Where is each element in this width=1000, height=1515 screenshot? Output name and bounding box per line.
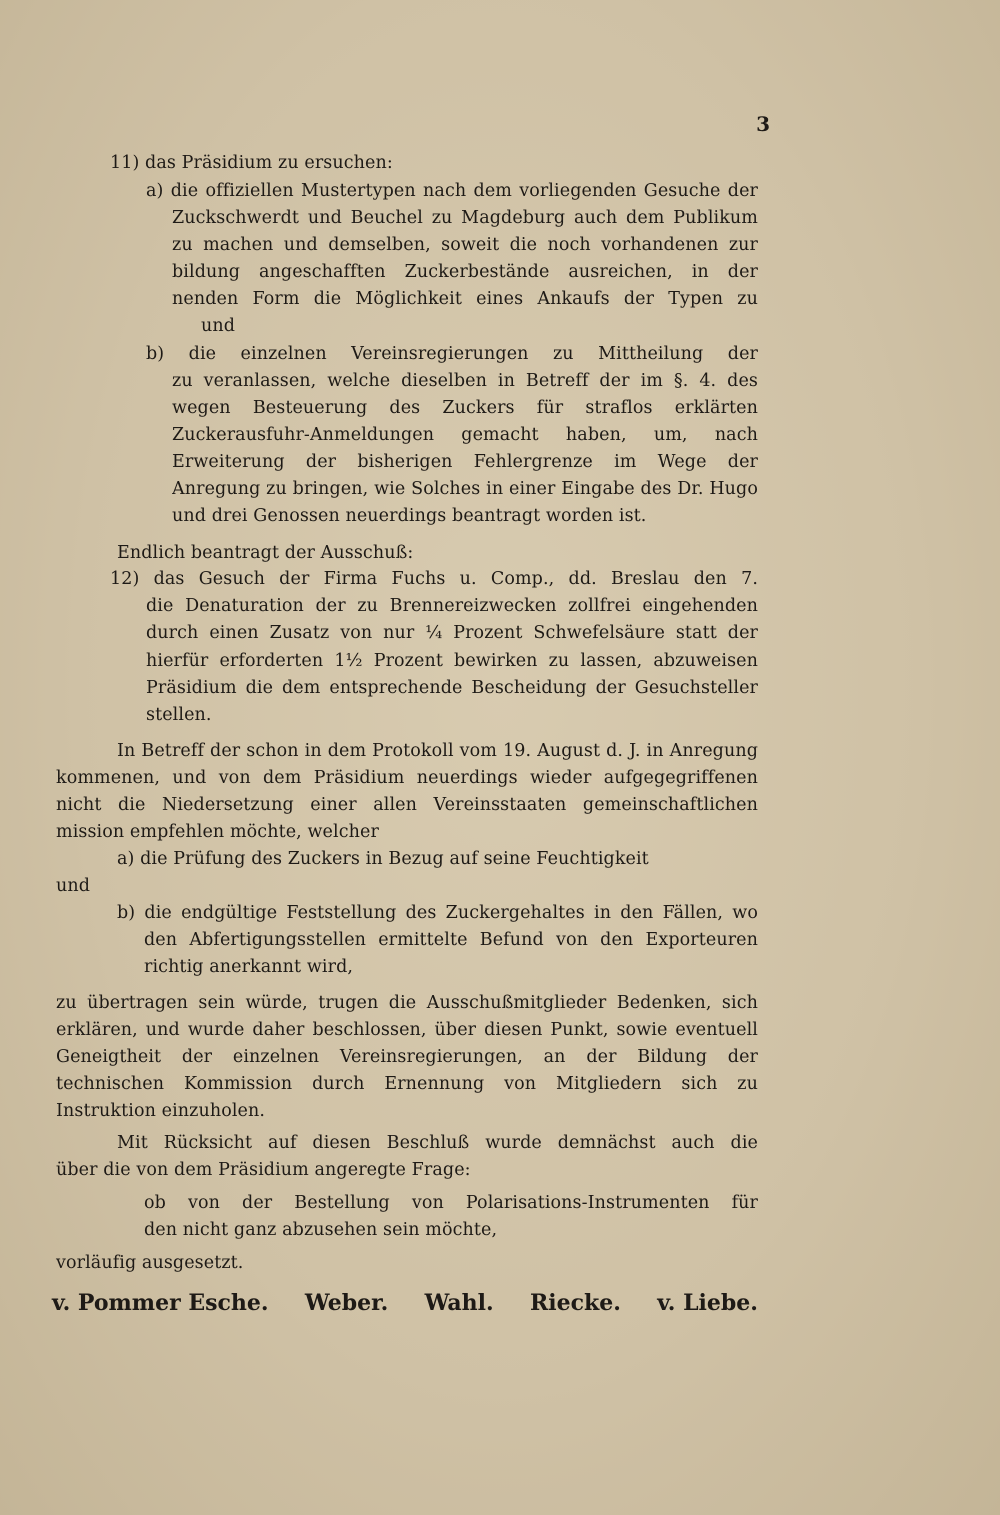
text-line: den Abfertigungsstellen ermittelte Befund von den Exporteuren (144, 930, 758, 950)
text-line: vorläufig ausgesetzt. (56, 1253, 244, 1273)
text-line: Präsidium die dem entsprechende Bescheidung der Gesuchsteller (146, 678, 758, 698)
signature-name: v. Pommer Esche. (52, 1290, 269, 1316)
text-line: mission empfehlen möchte, welcher (56, 822, 379, 842)
text-line: nenden Form die Möglichkeit eines Ankaufs der Typen zu (172, 289, 758, 309)
text-line: hierfür erforderten 1½ Prozent bewirken zu lassen, abzuweisen (146, 651, 758, 671)
text-line: a) die Prüfung des Zuckers in Bezug auf seine Feuchtigkeit (117, 849, 649, 869)
text-line: erklären, und wurde daher beschlossen, über diesen Punkt, sowie eventuell (56, 1020, 758, 1040)
text-line: b) die einzelnen Vereinsregierungen zu Mittheilung der (146, 344, 758, 364)
signature-name: Wahl. (424, 1290, 494, 1316)
text-line: Zuckschwerdt und Beuchel zu Magdeburg auch dem Publikum (172, 208, 758, 228)
text-line: Mit Rücksicht auf diesen Beschluß wurde demnächst auch die (117, 1133, 758, 1153)
text-line: 12) das Gesuch der Firma Fuchs u. Comp., dd. Breslau den 7. (110, 569, 758, 589)
text-line: wegen Besteuerung des Zuckers für straflos erklärten (172, 398, 758, 418)
text-line: Zuckerausfuhr-Anmeldungen gemacht haben, um, nach (172, 425, 758, 445)
text-line: kommenen, und von dem Präsidium neuerdings wieder aufgegegriffenen (56, 768, 758, 788)
text-line: 11) das Präsidium zu ersuchen: (110, 153, 393, 173)
signature-row (52, 1290, 758, 1316)
text-line: richtig anerkannt wird, (144, 957, 354, 977)
text-line: durch einen Zusatz von nur ¼ Prozent Schwefelsäure statt der (146, 623, 758, 643)
text-line: nicht die Niedersetzung einer allen Vereinsstaaten gemeinschaftlichen (56, 795, 758, 815)
text-line: und (56, 876, 91, 896)
page-number: 3 (756, 112, 770, 136)
text-line: technischen Kommission durch Ernennung von Mitgliedern sich zu (56, 1074, 758, 1094)
text-line: In Betreff der schon in dem Protokoll vom 19. August d. J. in Anregung (117, 741, 758, 761)
signature-name: Weber. (304, 1290, 389, 1316)
text-line: Instruktion einzuholen. (56, 1101, 266, 1121)
text-line: und (201, 316, 236, 336)
text-line: Geneigtheit der einzelnen Vereinsregierungen, an der Bildung der (56, 1047, 758, 1067)
signature-name: Riecke. (529, 1290, 621, 1316)
text-line: stellen. (146, 705, 212, 725)
signature-name: v. Liebe. (657, 1290, 758, 1316)
text-line: a) die offiziellen Mustertypen nach dem vorliegenden Gesuche der (146, 181, 758, 201)
text-line: Endlich beantragt der Ausschuß: (117, 543, 414, 563)
text-line: die Denaturation der zu Brennereizwecken zollfrei eingehenden (146, 596, 758, 616)
text-line: zu übertragen sein würde, trugen die Ausschußmitglieder Bedenken, sich (56, 993, 758, 1013)
text-line: über die von dem Präsidium angeregte Frage: (56, 1160, 471, 1180)
text-line: Anregung zu bringen, wie Solches in einer Eingabe des Dr. Hugo (172, 479, 758, 499)
text-line: und drei Genossen neuerdings beantragt worden ist. (172, 506, 647, 526)
text-line: den nicht ganz abzusehen sein möchte, (144, 1220, 498, 1240)
text-line: zu machen und demselben, soweit die noch vorhandenen zur (172, 235, 758, 255)
text-line: b) die endgültige Feststellung des Zuckergehaltes in den Fällen, wo (117, 903, 758, 923)
text-line: Erweiterung der bisherigen Fehlergrenze im Wege der (172, 452, 758, 472)
text-line: ob von der Bestellung von Polarisations-Instrumenten für (144, 1193, 758, 1213)
text-line: bildung angeschafften Zuckerbestände ausreichen, in der (172, 262, 758, 282)
text-line: zu veranlassen, welche dieselben in Betreff der im §. 4. des (172, 371, 758, 391)
